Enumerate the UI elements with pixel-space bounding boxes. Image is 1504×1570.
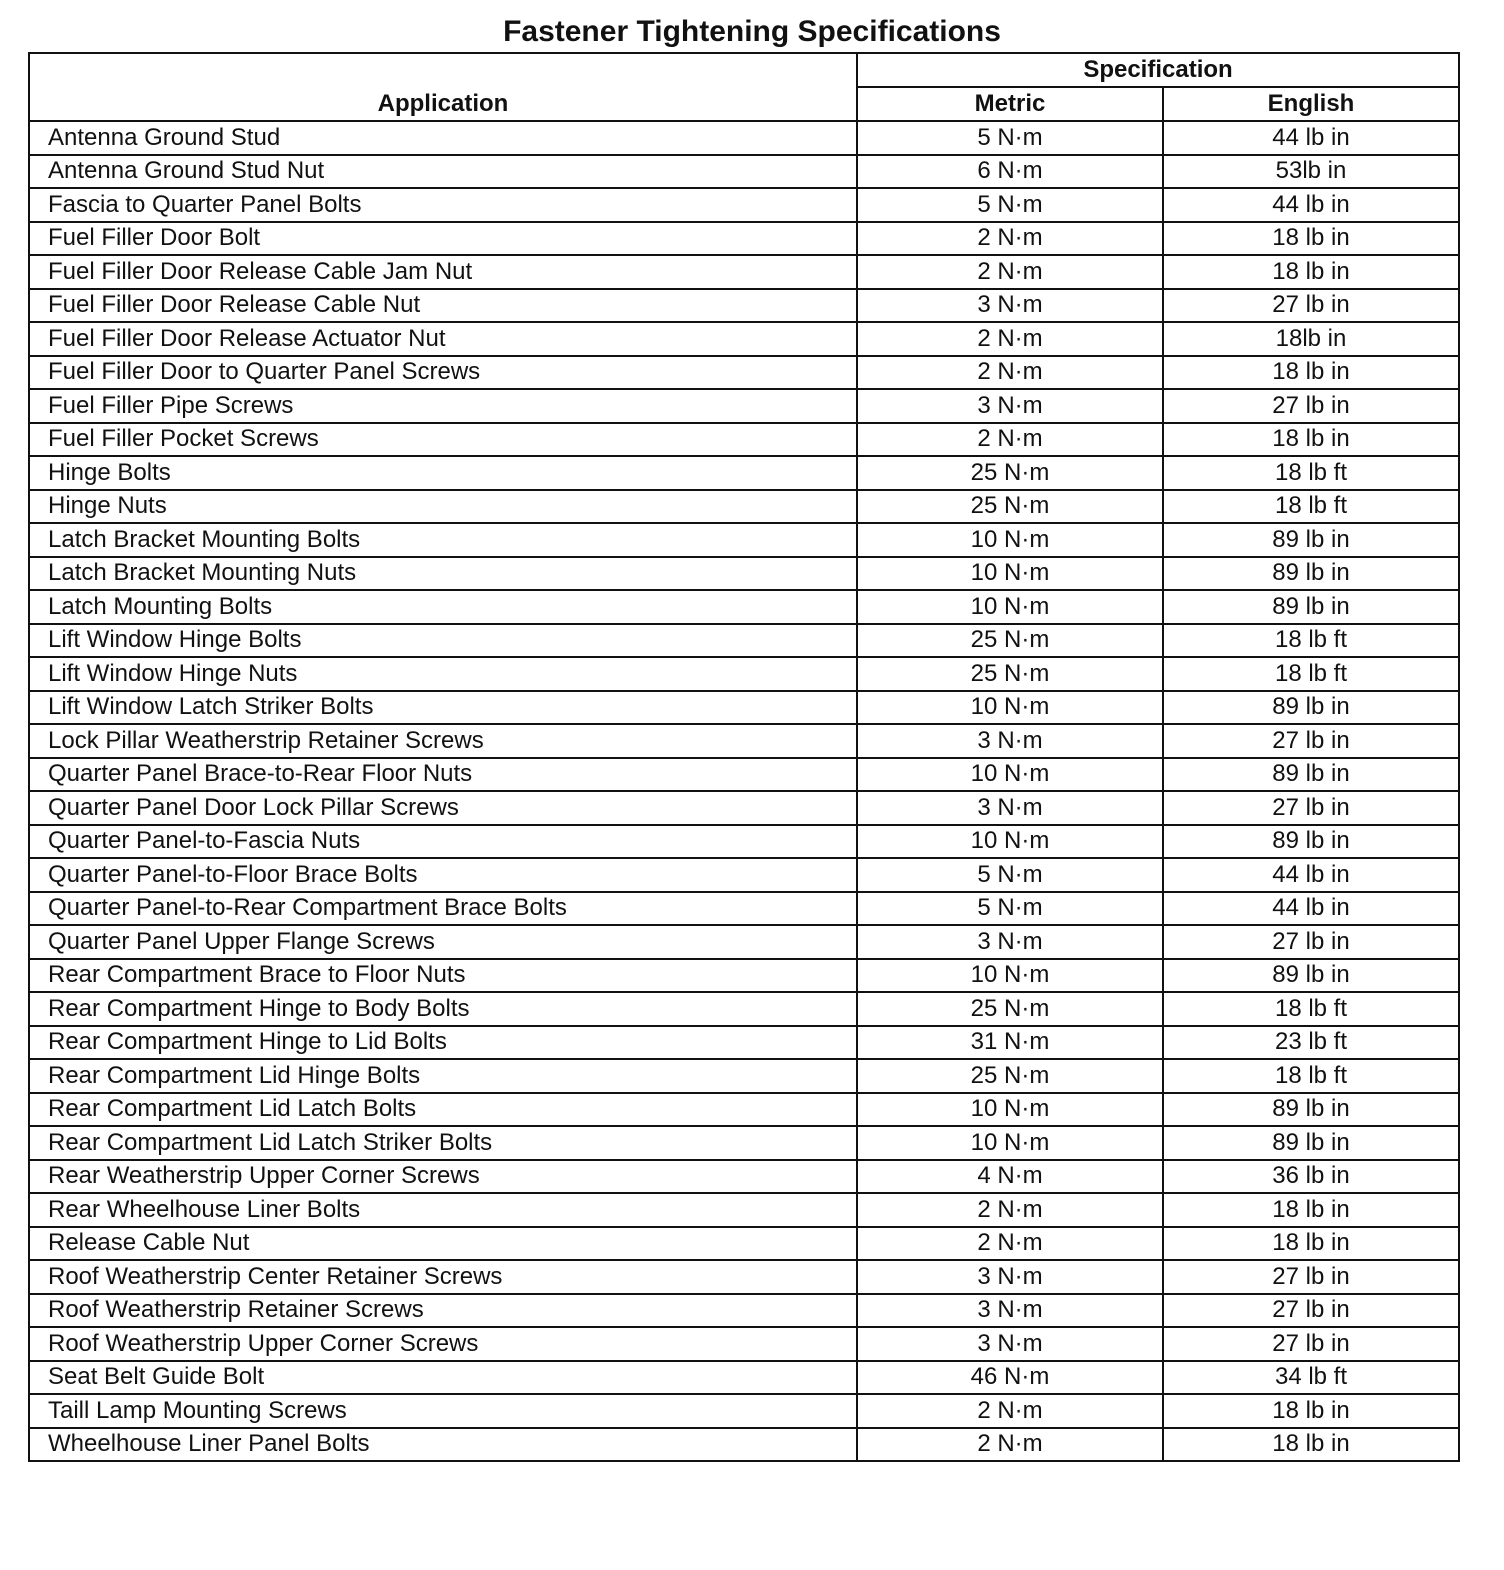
application-cell: Taill Lamp Mounting Screws [29, 1394, 857, 1428]
application-cell: Wheelhouse Liner Panel Bolts [29, 1428, 857, 1462]
english-cell: 18 lb in [1163, 255, 1459, 289]
english-cell: 34 lb ft [1163, 1361, 1459, 1395]
table-row [29, 188, 1459, 222]
table-body [29, 121, 1459, 1461]
metric-cell: 2 N·m [857, 423, 1163, 457]
metric-cell: 3 N·m [857, 724, 1163, 758]
english-cell: 18 lb ft [1163, 1059, 1459, 1093]
table-row [29, 858, 1459, 892]
metric-cell: 3 N·m [857, 389, 1163, 423]
table-header [29, 53, 1459, 121]
english-cell: 44 lb in [1163, 121, 1459, 155]
metric-cell: 10 N·m [857, 557, 1163, 591]
english-cell: 53lb in [1163, 155, 1459, 189]
application-cell: Lock Pillar Weatherstrip Retainer Screws [29, 724, 857, 758]
application-cell: Release Cable Nut [29, 1227, 857, 1261]
application-cell: Latch Mounting Bolts [29, 590, 857, 624]
application-cell: Antenna Ground Stud Nut [29, 155, 857, 189]
table-row [29, 1193, 1459, 1227]
application-cell: Rear Compartment Brace to Floor Nuts [29, 959, 857, 993]
table-row [29, 825, 1459, 859]
application-cell: Fuel Filler Pipe Screws [29, 389, 857, 423]
metric-cell: 2 N·m [857, 1428, 1163, 1462]
table-row [29, 1394, 1459, 1428]
metric-cell: 10 N·m [857, 523, 1163, 557]
application-cell: Quarter Panel Upper Flange Screws [29, 925, 857, 959]
english-cell: 18 lb in [1163, 222, 1459, 256]
english-cell: 18lb in [1163, 322, 1459, 356]
english-cell: 18 lb in [1163, 1394, 1459, 1428]
metric-cell: 3 N·m [857, 289, 1163, 323]
table-row [29, 255, 1459, 289]
english-cell: 18 lb ft [1163, 490, 1459, 524]
english-cell: 89 lb in [1163, 1126, 1459, 1160]
table-row [29, 523, 1459, 557]
application-cell: Latch Bracket Mounting Bolts [29, 523, 857, 557]
table-row [29, 892, 1459, 926]
english-cell: 89 lb in [1163, 758, 1459, 792]
metric-cell: 31 N·m [857, 1026, 1163, 1060]
metric-cell: 2 N·m [857, 222, 1163, 256]
application-cell: Rear Compartment Hinge to Body Bolts [29, 992, 857, 1026]
english-cell: 89 lb in [1163, 959, 1459, 993]
table-row [29, 356, 1459, 390]
table-row [29, 423, 1459, 457]
metric-cell: 5 N·m [857, 121, 1163, 155]
application-cell: Quarter Panel-to-Floor Brace Bolts [29, 858, 857, 892]
table-row [29, 724, 1459, 758]
metric-cell: 25 N·m [857, 992, 1163, 1026]
metric-cell: 4 N·m [857, 1160, 1163, 1194]
application-cell: Quarter Panel Brace-to-Rear Floor Nuts [29, 758, 857, 792]
table-row [29, 657, 1459, 691]
specification-header: Specification [857, 53, 1459, 87]
english-cell: 44 lb in [1163, 188, 1459, 222]
english-cell: 27 lb in [1163, 1294, 1459, 1328]
metric-cell: 6 N·m [857, 155, 1163, 189]
table-row [29, 959, 1459, 993]
english-cell: 27 lb in [1163, 1327, 1459, 1361]
metric-cell: 10 N·m [857, 758, 1163, 792]
table-row [29, 155, 1459, 189]
english-cell: 18 lb ft [1163, 992, 1459, 1026]
table-row [29, 1059, 1459, 1093]
application-cell: Rear Compartment Hinge to Lid Bolts [29, 1026, 857, 1060]
page-title: Fastener Tightening Specifications [503, 15, 1001, 48]
application-cell: Roof Weatherstrip Upper Corner Screws [29, 1327, 857, 1361]
table-row [29, 791, 1459, 825]
english-cell: 89 lb in [1163, 691, 1459, 725]
metric-cell: 10 N·m [857, 959, 1163, 993]
specifications-table [28, 52, 1460, 1462]
application-cell: Rear Compartment Lid Latch Bolts [29, 1093, 857, 1127]
english-header: English [1163, 87, 1459, 121]
english-cell: 18 lb ft [1163, 657, 1459, 691]
metric-cell: 25 N·m [857, 624, 1163, 658]
application-cell: Fuel Filler Door Bolt [29, 222, 857, 256]
table-row [29, 1160, 1459, 1194]
table-row [29, 624, 1459, 658]
english-cell: 18 lb ft [1163, 456, 1459, 490]
english-cell: 18 lb in [1163, 423, 1459, 457]
metric-cell: 3 N·m [857, 1294, 1163, 1328]
metric-cell: 2 N·m [857, 1193, 1163, 1227]
metric-cell: 46 N·m [857, 1361, 1163, 1395]
application-cell: Rear Compartment Lid Hinge Bolts [29, 1059, 857, 1093]
metric-cell: 3 N·m [857, 1327, 1163, 1361]
table-row [29, 1126, 1459, 1160]
english-cell: 27 lb in [1163, 289, 1459, 323]
english-cell: 89 lb in [1163, 1093, 1459, 1127]
table-row [29, 557, 1459, 591]
application-cell: Fuel Filler Door Release Cable Jam Nut [29, 255, 857, 289]
table-row [29, 1093, 1459, 1127]
metric-cell: 10 N·m [857, 1126, 1163, 1160]
english-cell: 27 lb in [1163, 389, 1459, 423]
english-cell: 27 lb in [1163, 1260, 1459, 1294]
english-cell: 18 lb in [1163, 1428, 1459, 1462]
application-cell: Fascia to Quarter Panel Bolts [29, 188, 857, 222]
english-cell: 89 lb in [1163, 557, 1459, 591]
table-row [29, 456, 1459, 490]
metric-cell: 5 N·m [857, 188, 1163, 222]
metric-cell: 25 N·m [857, 490, 1163, 524]
english-cell: 44 lb in [1163, 858, 1459, 892]
english-cell: 18 lb in [1163, 356, 1459, 390]
table-row [29, 1026, 1459, 1060]
english-cell: 18 lb ft [1163, 624, 1459, 658]
application-cell: Lift Window Hinge Nuts [29, 657, 857, 691]
application-cell: Roof Weatherstrip Retainer Screws [29, 1294, 857, 1328]
table-row [29, 1294, 1459, 1328]
table-row [29, 322, 1459, 356]
table-row [29, 1260, 1459, 1294]
english-cell: 18 lb in [1163, 1193, 1459, 1227]
table-row [29, 1227, 1459, 1261]
application-cell: Lift Window Latch Striker Bolts [29, 691, 857, 725]
application-cell: Quarter Panel Door Lock Pillar Screws [29, 791, 857, 825]
table-row [29, 691, 1459, 725]
english-cell: 89 lb in [1163, 523, 1459, 557]
application-cell: Roof Weatherstrip Center Retainer Screws [29, 1260, 857, 1294]
application-cell: Rear Wheelhouse Liner Bolts [29, 1193, 857, 1227]
metric-cell: 2 N·m [857, 1227, 1163, 1261]
english-cell: 36 lb in [1163, 1160, 1459, 1194]
application-cell: Quarter Panel-to-Rear Compartment Brace Bolts [29, 892, 857, 926]
metric-cell: 10 N·m [857, 691, 1163, 725]
application-cell: Hinge Bolts [29, 456, 857, 490]
metric-cell: 10 N·m [857, 825, 1163, 859]
english-cell: 89 lb in [1163, 590, 1459, 624]
application-cell: Rear Compartment Lid Latch Striker Bolts [29, 1126, 857, 1160]
english-cell: 27 lb in [1163, 724, 1459, 758]
metric-cell: 5 N·m [857, 892, 1163, 926]
english-cell: 27 lb in [1163, 925, 1459, 959]
application-cell: Fuel Filler Door Release Cable Nut [29, 289, 857, 323]
metric-cell: 2 N·m [857, 356, 1163, 390]
english-cell: 18 lb in [1163, 1227, 1459, 1261]
application-cell: Antenna Ground Stud [29, 121, 857, 155]
application-cell: Fuel Filler Door to Quarter Panel Screws [29, 356, 857, 390]
application-cell: Quarter Panel-to-Fascia Nuts [29, 825, 857, 859]
table-row [29, 389, 1459, 423]
metric-cell: 25 N·m [857, 657, 1163, 691]
table-row [29, 1428, 1459, 1462]
metric-cell: 3 N·m [857, 925, 1163, 959]
table-row [29, 590, 1459, 624]
metric-cell: 2 N·m [857, 255, 1163, 289]
table-row [29, 925, 1459, 959]
table-row [29, 289, 1459, 323]
table-row [29, 1361, 1459, 1395]
metric-cell: 25 N·m [857, 1059, 1163, 1093]
table-row [29, 1327, 1459, 1361]
table-row [29, 121, 1459, 155]
english-cell: 44 lb in [1163, 892, 1459, 926]
metric-cell: 2 N·m [857, 322, 1163, 356]
metric-cell: 5 N·m [857, 858, 1163, 892]
metric-cell: 3 N·m [857, 791, 1163, 825]
metric-cell: 25 N·m [857, 456, 1163, 490]
metric-cell: 10 N·m [857, 590, 1163, 624]
application-cell: Lift Window Hinge Bolts [29, 624, 857, 658]
application-header: Application [29, 53, 857, 121]
metric-cell: 3 N·m [857, 1260, 1163, 1294]
english-cell: 27 lb in [1163, 791, 1459, 825]
english-cell: 23 lb ft [1163, 1026, 1459, 1060]
metric-cell: 2 N·m [857, 1394, 1163, 1428]
metric-header: Metric [857, 87, 1163, 121]
english-cell: 89 lb in [1163, 825, 1459, 859]
table-row [29, 992, 1459, 1026]
table-row [29, 490, 1459, 524]
table-row [29, 222, 1459, 256]
application-cell: Rear Weatherstrip Upper Corner Screws [29, 1160, 857, 1194]
table-row [29, 758, 1459, 792]
application-cell: Seat Belt Guide Bolt [29, 1361, 857, 1395]
application-cell: Fuel Filler Pocket Screws [29, 423, 857, 457]
application-cell: Latch Bracket Mounting Nuts [29, 557, 857, 591]
metric-cell: 10 N·m [857, 1093, 1163, 1127]
application-cell: Fuel Filler Door Release Actuator Nut [29, 322, 857, 356]
application-cell: Hinge Nuts [29, 490, 857, 524]
